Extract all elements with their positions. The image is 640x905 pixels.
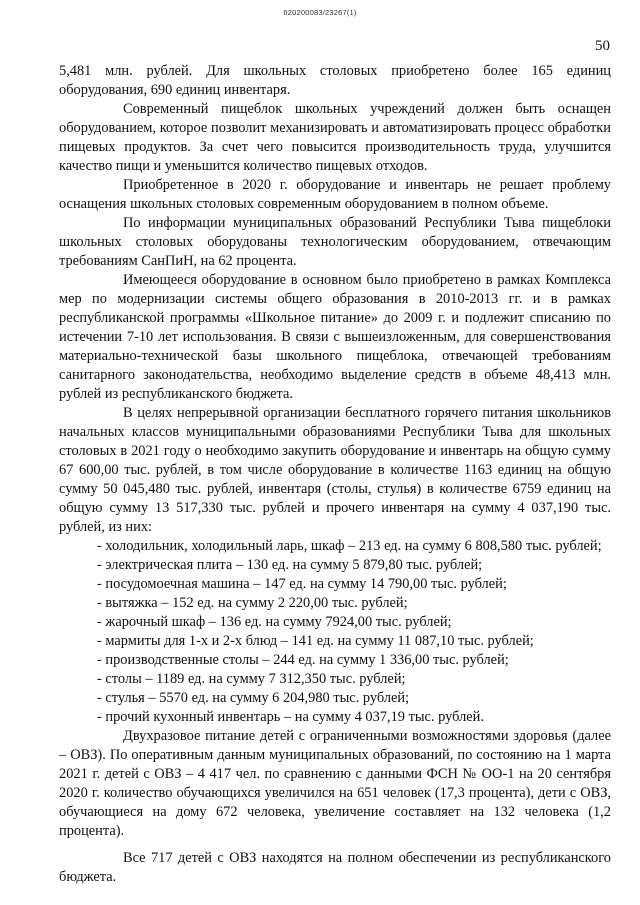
paragraph: Двухразовое питание детей с ограниченными возможностями здоровья (далее – ОВЗ). По оперативным данным муниципальных образований, по состоянию на 1 марта 2021 г. детей с ОВЗ – 4 417 чел. по сравнению с данными ФСН № ОО-1 на 20 сентября 2020 г. количество обучающихся увеличился на 651 человек (17,3 процента), дети с ОВЗ, обучающиеся на дому 672 человека, увеличение составляет на 132 человека (1,2 процента). — [59, 728, 611, 839]
paragraph: 5,481 млн. рублей. Для школьных столовых приобретено более 165 единиц оборудования, 690 единиц инвентаря. — [59, 63, 611, 98]
list-item: - электрическая плита – 130 ед. на сумму 5 879,80 тыс. рублей; — [97, 557, 483, 573]
paragraph: Все 717 детей с ОВЗ находятся на полном обеспечении из республиканского бюджета. — [59, 850, 611, 885]
list-item: - холодильник, холодильный ларь, шкаф – 213 ед. на сумму 6 808,580 тыс. рублей; — [97, 538, 602, 554]
page-number: 50 — [595, 38, 610, 54]
paragraph: В целях непрерывной организации бесплатного горячего питания школьников начальных классов муниципальными образованиями Республики Тыва для школьных столовых в 2021 году о необходимо закупить оборудование и инвентарь на общую сумму 67 600,00 тыс. рублей, в том числе оборудование в количестве 1163 единиц на общую сумму 50 045,480 тыс. рублей, инвентаря (столы, стулья) в количестве 6759 единиц на общую сумму 13 517,330 тыс. рублей и прочего инвентаря на сумму 4 037,190 тыс. рублей, из них: — [59, 405, 611, 535]
paragraph: Имеющееся оборудование в основном было приобретено в рамках Комплекса мер по модернизации системы общего образования в 2010-2013 гг. и в рамках республиканской программы «Школьное питание» до 2009 г. и подлежит списанию по истечении 7-10 лет использования. В связи с вышеизложенным, для совершенствования материально-технической базы школьного пищеблока, отвечающей требованиям санитарного законодательства, необходимо выделение средств в объеме 48,413 млн. рублей из республиканского бюджета. — [59, 272, 611, 402]
list-item: - вытяжка – 152 ед. на сумму 2 220,00 тыс. рублей; — [97, 595, 408, 611]
equipment-list — [59, 537, 611, 727]
list-item: - прочий кухонный инвентарь – на сумму 4 037,19 тыс. рублей. — [97, 709, 484, 725]
paragraph: Современный пищеблок школьных учреждений должен быть оснащен оборудованием, которое позволит механизировать и автоматизировать процесс обработки пищевых продуктов. За счет чего повысится производительность труда, улучшится качество пищи и уменьшится количество пищевых отходов. — [59, 101, 611, 174]
document-body — [59, 62, 611, 887]
list-item: - стулья – 5570 ед. на сумму 6 204,980 тыс. рублей; — [97, 690, 410, 706]
list-item: - мармиты для 1-х и 2-х блюд – 141 ед. на сумму 11 087,10 тыс. рублей; — [97, 633, 534, 649]
list-item: - посудомоечная машина – 147 ед. на сумму 14 790,00 тыс. рублей; — [97, 576, 507, 592]
list-item: - производственные столы – 244 ед. на сумму 1 336,00 тыс. рублей; — [97, 652, 509, 668]
paragraph: Приобретенное в 2020 г. оборудование и инвентарь не решает проблему оснащения школьных столовых современным оборудованием в полном объеме. — [59, 177, 611, 212]
list-item: - жарочный шкаф – 136 ед. на сумму 7924,00 тыс. рублей; — [97, 614, 452, 630]
paragraph: По информации муниципальных образований Республики Тыва пищеблоки школьных столовых оборудованы технологическим оборудованием, отвечающим требованиям СанПиН, на 62 процента. — [59, 215, 611, 269]
document-id: 620200083/23267(1) — [283, 8, 357, 17]
list-item: - столы – 1189 ед. на сумму 7 312,350 тыс. рублей; — [97, 671, 406, 687]
